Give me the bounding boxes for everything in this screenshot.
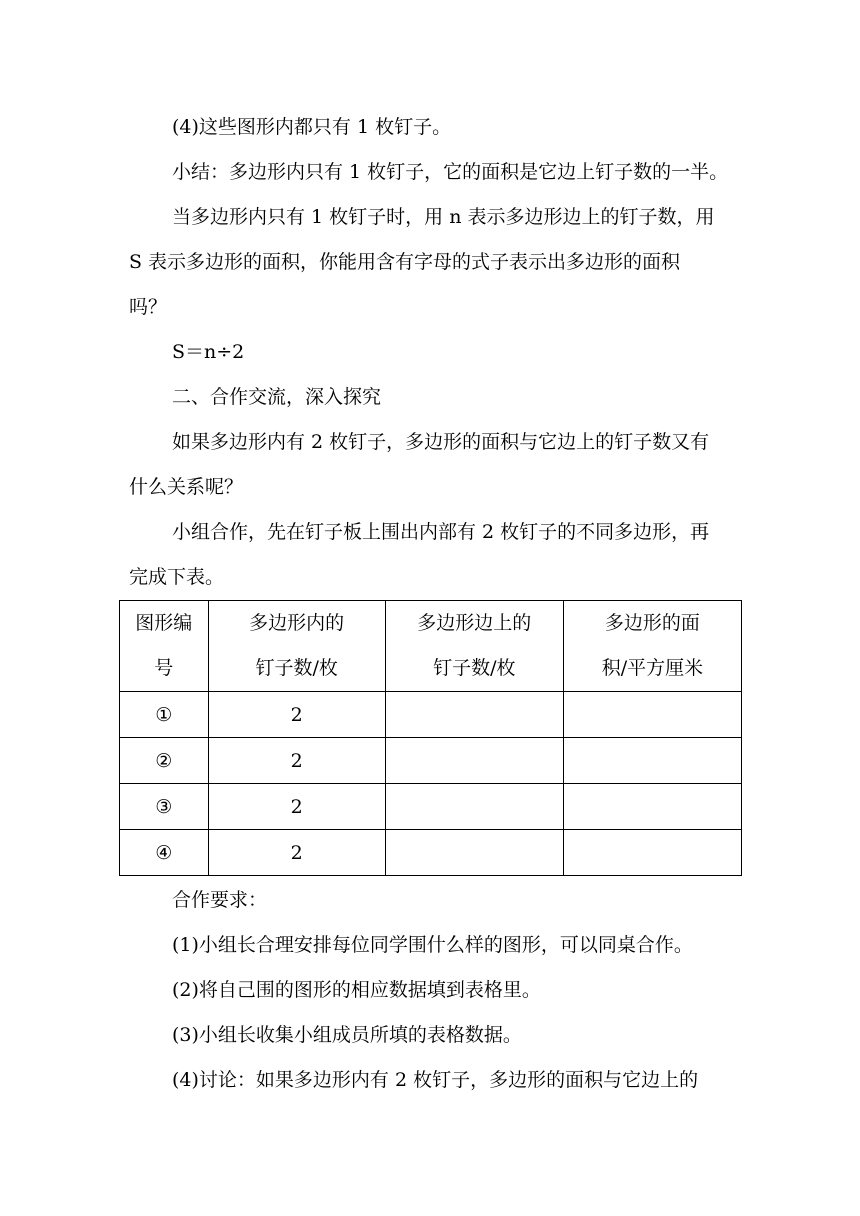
paragraph-task-line-2: 完成下表。 xyxy=(129,566,225,588)
header-line: 多边形内的 xyxy=(249,612,345,634)
formula: S＝n÷2 xyxy=(172,341,245,363)
section-heading: 二、合作交流，深入探究 xyxy=(172,386,382,408)
cell-inside-nails: 2 xyxy=(208,692,385,738)
cell-edge-nails[interactable] xyxy=(385,830,563,876)
requirement-item: (4)讨论：如果多边形内有 2 枚钉子，多边形的面积与它边上的 xyxy=(172,1069,699,1091)
header-line: 多边形边上的 xyxy=(417,612,532,634)
paragraph-question-line-2: S 表示多边形的面积，你能用含有字母的式子表示出多边形的面积 xyxy=(129,251,681,273)
paragraph-summary: 小结：多边形内只有 1 枚钉子，它的面积是它边上钉子数的一半。 xyxy=(172,161,729,183)
header-line: 钉子数/枚 xyxy=(433,657,516,679)
cell-shape-number: ③ xyxy=(120,784,209,830)
cell-shape-number: ④ xyxy=(120,830,209,876)
header-edge-nails xyxy=(385,601,563,692)
table-row xyxy=(120,692,742,738)
cell-inside-nails: 2 xyxy=(208,830,385,876)
paragraph-inquiry-line-1: 如果多边形内有 2 枚钉子，多边形的面积与它边上的钉子数又有 xyxy=(172,431,710,453)
cell-edge-nails[interactable] xyxy=(385,784,563,830)
data-table xyxy=(119,600,742,876)
cell-area[interactable] xyxy=(563,784,741,830)
table-row xyxy=(120,738,742,784)
paragraph-question-line-3: 吗？ xyxy=(129,296,168,318)
header-line: 积/平方厘米 xyxy=(601,657,704,679)
requirements-title: 合作要求： xyxy=(172,889,268,911)
header-area xyxy=(563,601,741,692)
cell-inside-nails: 2 xyxy=(208,738,385,784)
cell-area[interactable] xyxy=(563,692,741,738)
cell-inside-nails: 2 xyxy=(208,784,385,830)
cell-shape-number: ① xyxy=(120,692,209,738)
requirement-item: (2)将自己围的图形的相应数据填到表格里。 xyxy=(172,979,541,1001)
paragraph-conclusion-4: (4)这些图形内都只有 1 枚钉子。 xyxy=(172,116,452,138)
paragraph-task-line-1: 小组合作，先在钉子板上围出内部有 2 枚钉子的不同多边形，再 xyxy=(172,521,710,543)
table-row xyxy=(120,830,742,876)
requirement-item: (3)小组长收集小组成员所填的表格数据。 xyxy=(172,1024,522,1046)
cell-edge-nails[interactable] xyxy=(385,692,563,738)
header-shape-number xyxy=(120,601,209,692)
table-header-row xyxy=(120,601,742,692)
header-line: 多边形的面 xyxy=(604,612,700,634)
cell-edge-nails[interactable] xyxy=(385,738,563,784)
requirement-item: (1)小组长合理安排每位同学围什么样的图形，可以同桌合作。 xyxy=(172,934,693,956)
header-line: 图形编 xyxy=(135,612,193,634)
paragraph-inquiry-line-2: 什么关系呢？ xyxy=(129,476,244,498)
cell-shape-number: ② xyxy=(120,738,209,784)
paragraph-question-line-1: 当多边形内只有 1 枚钉子时，用 n 表示多边形边上的钉子数，用 xyxy=(172,206,715,228)
cell-area[interactable] xyxy=(563,830,741,876)
header-line: 号 xyxy=(154,657,174,679)
header-line: 钉子数/枚 xyxy=(255,657,338,679)
table-row xyxy=(120,784,742,830)
cell-area[interactable] xyxy=(563,738,741,784)
header-inside-nails xyxy=(208,601,385,692)
